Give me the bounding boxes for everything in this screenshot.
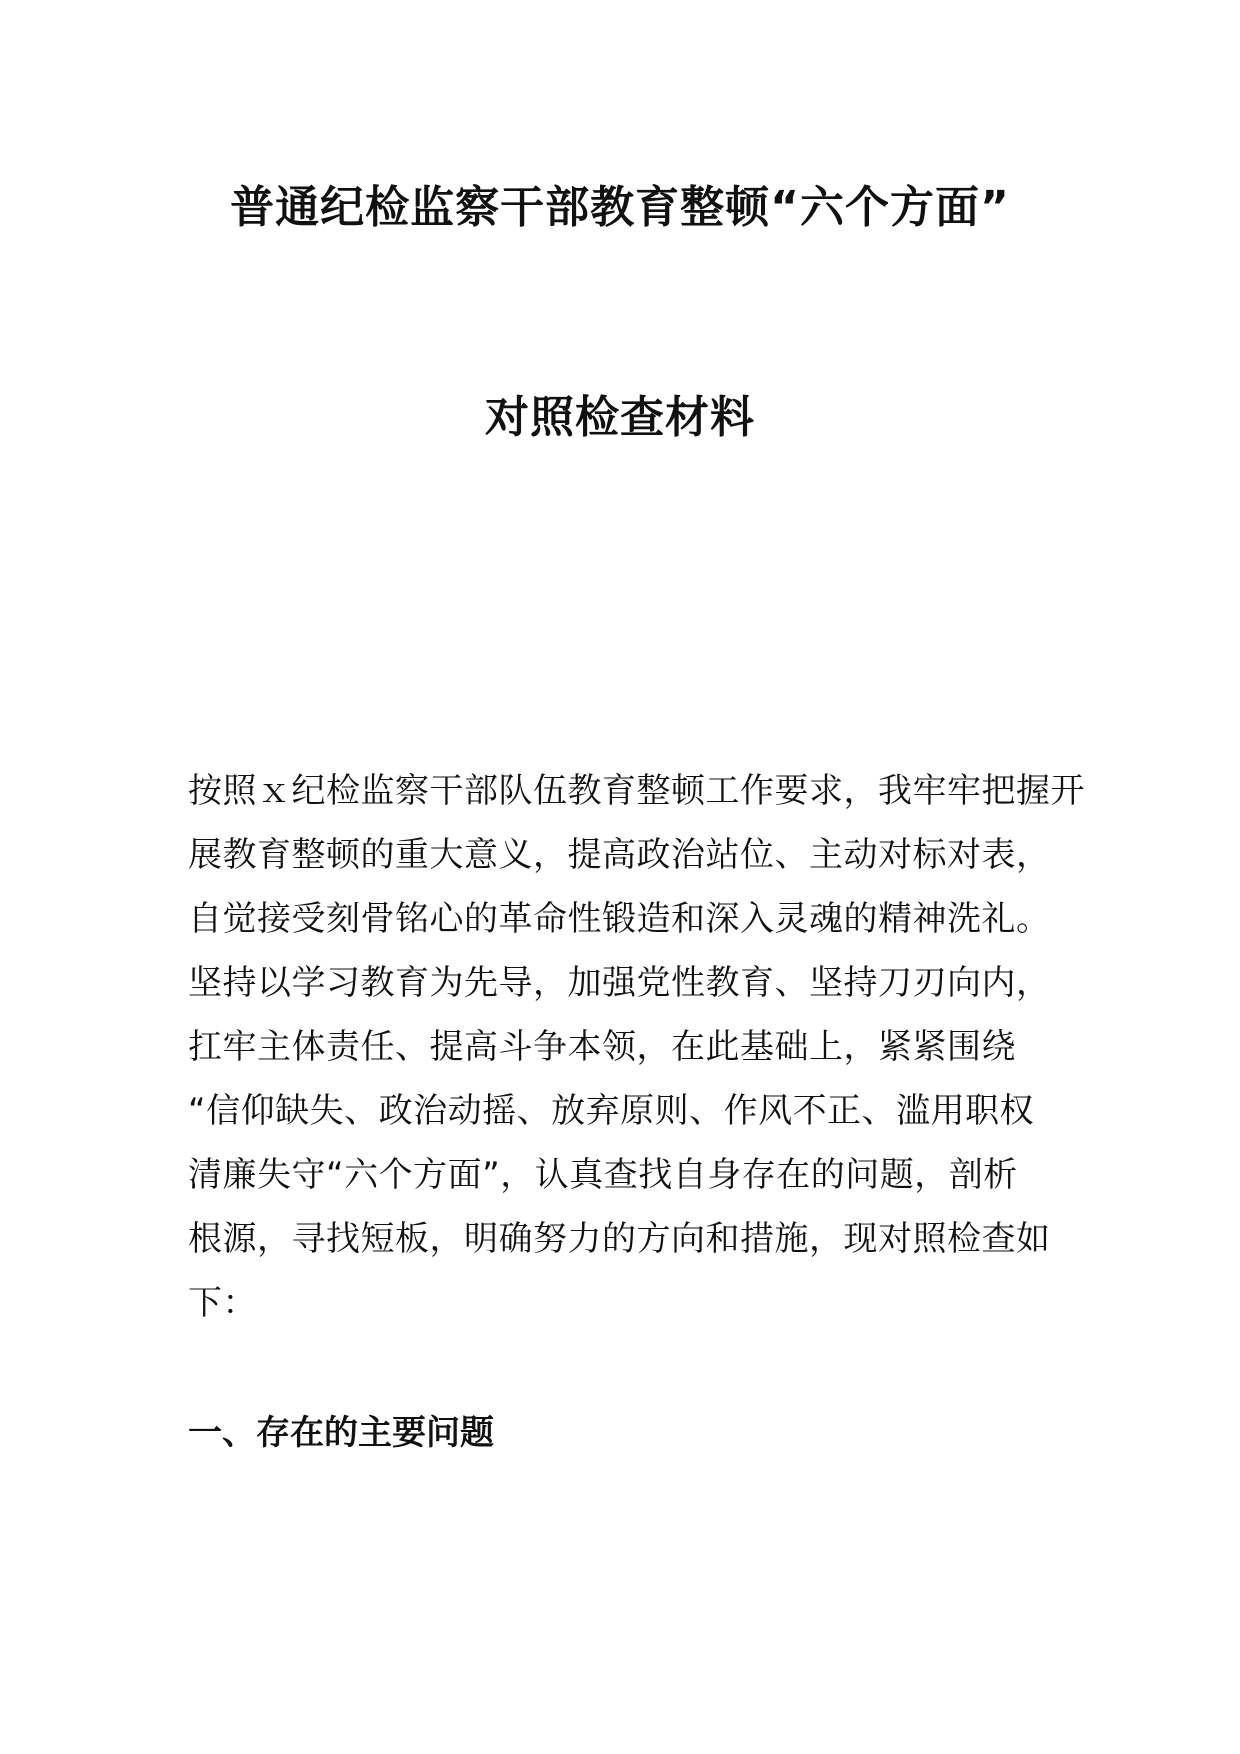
paragraph-line: 按照ｘ纪检监察干部队伍教育整顿工作要求，我牢牢把握开 xyxy=(188,771,1085,811)
paragraph-line: “信仰缺失、政治动摇、放弃原则、作风不正、滥用职权 xyxy=(188,1091,1035,1131)
paragraph-line: 展教育整顿的重大意义，提高政治站位、主动对标对表， xyxy=(188,835,1051,875)
paragraph-line: 自觉接受刻骨铭心的革命性锻造和深入灵魂的精神洗礼。 xyxy=(188,899,1051,939)
paragraph-line: 扛牢主体责任、提高斗争本领，在此基础上，紧紧围绕 xyxy=(188,1027,1016,1067)
document-title-line-1: 普通纪检监察干部教育整顿“六个方面” xyxy=(230,182,1010,233)
paragraph-line: 清廉失守“六个方面”，认真查找自身存在的问题，剖析 xyxy=(188,1155,1018,1195)
section-heading: 一、存在的主要问题 xyxy=(188,1413,494,1453)
document-title-line-2: 对照检查材料 xyxy=(485,392,755,443)
paragraph-line: 下： xyxy=(188,1283,257,1323)
paragraph-line: 根源，寻找短板，明确努力的方向和措施，现对照检查如 xyxy=(188,1219,1051,1259)
paragraph-line: 坚持以学习教育为先导，加强党性教育、坚持刀刃向内， xyxy=(188,963,1051,1003)
